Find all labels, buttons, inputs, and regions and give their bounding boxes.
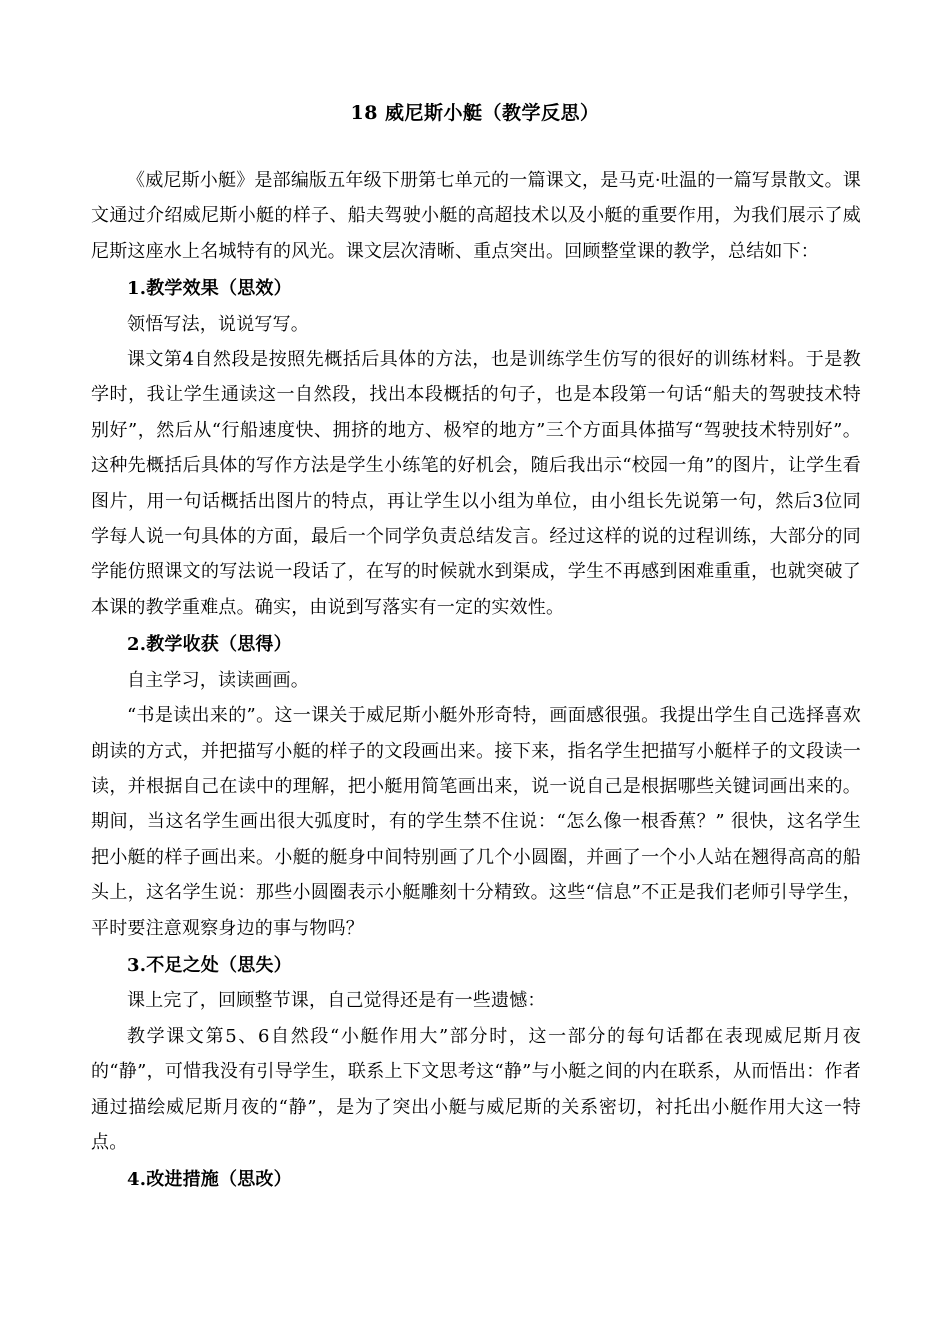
- document-body: [91, 163, 861, 1198]
- section-gain-subtitle: 自主学习，读读画画。: [127, 669, 309, 691]
- section-heading-effect: 1.教学效果（思效）: [127, 278, 292, 300]
- section-effect-subtitle: 领悟写法，说说写写。: [127, 313, 309, 335]
- section-heading-improvement: 4.改进措施（思改）: [127, 1169, 292, 1191]
- section-effect-body: 课文第4自然段是按照先概括后具体的方法，也是训练学生仿写的很好的训练材料。于是教学时，我让学生通读这一自然段，找出本段概括的句子，也是本段第一句话“船夫的驾驶技术特别好”，然后从“行船速度快、拥挤的地方、极窄的地方”三个方面具体描写“驾驶技术特别好”。这种先概括后具体的写作方法是学生小练笔的好机会，随后我出示“校园一角”的图片，让学生看图片，用一句话概括出图片的特点，再让学生以小组为单位，由小组长先说第一句，然后3位同学每人说一句具体的方面，最后一个同学负责总结发言。经过这样的说的过程训练，大部分的同学能仿照课文的写法说一段话了，在写的时候就水到渠成，学生不再感到困难重重，也就突破了本课的教学重难点。确实，由说到写落实有一定的实效性。: [91, 349, 861, 618]
- document-title: 18 威尼斯小艇（教学反思）: [350, 102, 600, 124]
- section-gain-body: “书是读出来的”。这一课关于威尼斯小艇外形奇特，画面感很强。我提出学生自己选择喜欢朗读的方式，并把描写小艇的样子的文段画出来。接下来，指名学生把描写小艇样子的文段读一读，并根据自己在读中的理解，把小艇用简笔画出来，说一说自己是根据哪些关键词画出来的。期间，当这名学生画出很大弧度时，有的学生禁不住说：“怎么像一根香蕉？” 很快，这名学生把小艇的样子画出来。小艇的艇身中间特别画了几个小圆圈，并画了一个小人站在翘得高高的船头上，这名学生说：那些小圆圈表示小艇雕刻十分精致。这些“信息”不正是我们老师引导学生，平时要注意观察身边的事与物吗？: [91, 705, 861, 939]
- section-shortcoming-subtitle: 课上完了，回顾整节课，自己觉得还是有一些遗憾：: [127, 990, 546, 1012]
- section-heading-gain: 2.教学收获（思得）: [127, 634, 292, 656]
- intro-paragraph: 《威尼斯小艇》是部编版五年级下册第七单元的一篇课文，是马克·吐温的一篇写景散文。课文通过介绍威尼斯小艇的样子、船夫驾驶小艇的高超技术以及小艇的重要作用，为我们展示了威尼斯这座水上名城特有的风光。课文层次清晰、重点突出。回顾整堂课的教学，总结如下：: [91, 170, 861, 262]
- section-heading-shortcoming: 3.不足之处（思失）: [127, 954, 292, 976]
- section-shortcoming-body: 教学课文第5、6自然段“小艇作用大”部分时，这一部分的每句话都在表现威尼斯月夜的“静”，可惜我没有引导学生，联系上下文思考这“静”与小艇之间的内在联系，从而悟出：作者通过描绘威尼斯月夜的“静”，是为了突出小艇与威尼斯的关系密切，衬托出小艇作用大这一特点。: [91, 1025, 861, 1153]
